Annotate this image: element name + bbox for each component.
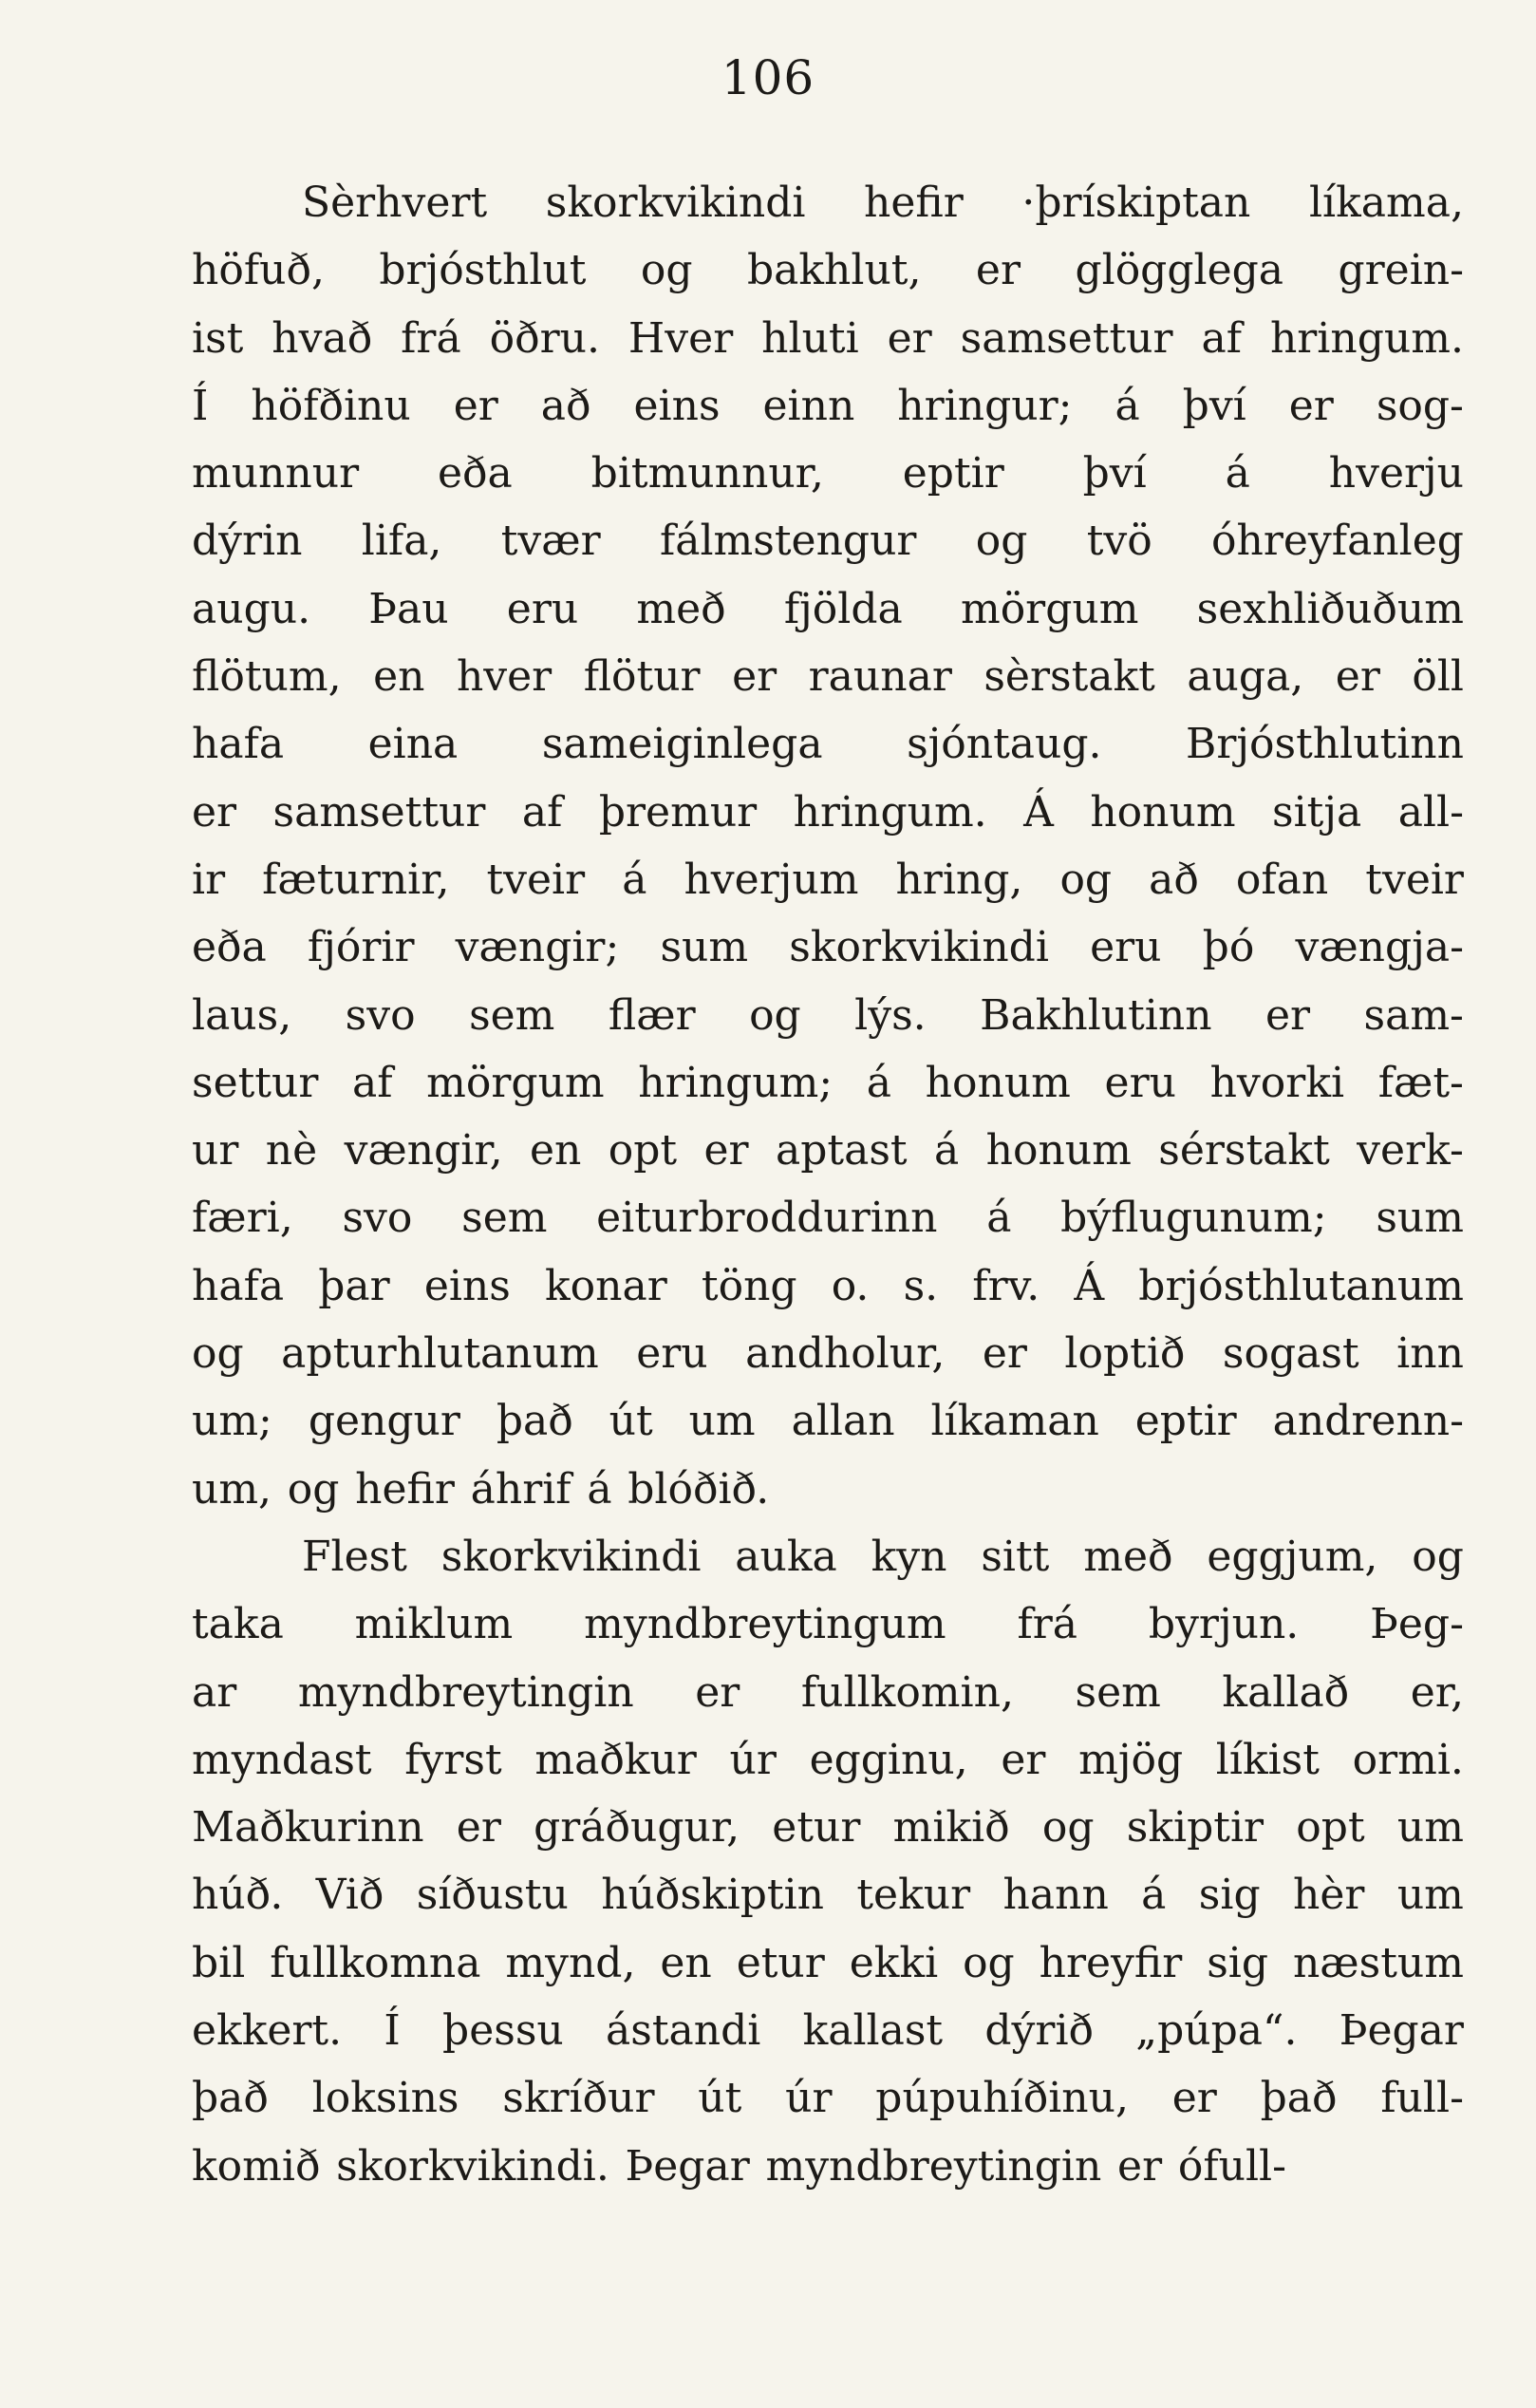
- text-line: myndast fyrst maðkur úr egginu, er mjög líkist ormi.: [192, 1735, 1464, 1784]
- text-line: færi, svo sem eiturbroddurinn á býflugunum; sum: [192, 1194, 1464, 1243]
- text-line: höfuð, brjósthlut og bakhlut, er glögglega grein-: [192, 246, 1464, 295]
- text-line: Í höfðinu er að eins einn hringur; á því er sog-: [192, 381, 1464, 430]
- text-line: um, og hefir áhrif á blóðið.: [192, 1464, 770, 1514]
- text-line: laus, svo sem flær og lýs. Bakhlutinn er sam-: [192, 990, 1464, 1040]
- text-line: dýrin lifa, tvær fálmstengur og tvö óhreyfanleg: [192, 517, 1464, 566]
- text-line: Sèrhvert skorkvikindi hefir ·þrískiptan líkama,: [302, 179, 1464, 227]
- text-line: það loksins skríður út úr púpuhíðinu, er það full-: [192, 2074, 1464, 2123]
- text-line: Maðkurinn er gráðugur, etur mikið og skiptir opt um: [192, 1803, 1464, 1853]
- text-line: settur af mörgum hringum; á honum eru hvorki fæt-: [192, 1058, 1464, 1107]
- paragraph: [192, 169, 1464, 1523]
- text-line: ir fæturnir, tveir á hverjum hring, og að ofan tveir: [192, 855, 1464, 904]
- page-number: 106: [721, 50, 815, 105]
- paragraph: [192, 1523, 1464, 2200]
- text-line: hafa þar eins konar töng o. s. frv. Á brjósthlutanum: [192, 1261, 1464, 1310]
- text-line: um; gengur það út um allan líkaman eptir andrenn-: [192, 1397, 1464, 1446]
- text-line: húð. Við síðustu húðskiptin tekur hann á sig hèr um: [192, 1871, 1464, 1920]
- text-line: bil fullkomna mynd, en etur ekki og hreyfir sig næstum: [192, 1938, 1464, 1987]
- text-line: augu. Þau eru með fjölda mörgum sexhliðuðum: [192, 584, 1464, 633]
- text-line: flötum, en hver flötur er raunar sèrstakt auga, er öll: [192, 652, 1464, 702]
- text-line: og apturhlutanum eru andholur, er loptið sogast inn: [192, 1329, 1464, 1379]
- text-line: komið skorkvikindi. Þegar myndbreytingin er ófull-: [192, 2141, 1286, 2191]
- text-line: ar myndbreytingin er fullkomin, sem kallað er,: [192, 1667, 1464, 1717]
- text-line: ist hvað frá öðru. Hver hluti er samsettur af hringum.: [192, 313, 1464, 363]
- text-line: ekkert. Í þessu ástandi kallast dýrið „púpa“. Þegar: [192, 2006, 1464, 2056]
- text-line: munnur eða bitmunnur, eptir því á hverju: [192, 449, 1464, 499]
- text-line: ur nè vængir, en opt er aptast á honum sérstakt verk-: [192, 1126, 1464, 1176]
- text-line: Flest skorkvikindi auka kyn sitt með eggjum, og: [302, 1532, 1464, 1581]
- text-line: er samsettur af þremur hringum. Á honum sitja all-: [192, 787, 1464, 837]
- text-line: taka miklum myndbreytingum frá byrjun. Þeg-: [192, 1600, 1464, 1649]
- text-line: hafa eina sameiginlega sjóntaug. Brjósthlutinn: [192, 720, 1464, 769]
- body-text: [192, 169, 1464, 2200]
- text-line: eða fjórir vængir; sum skorkvikindi eru þó vængja-: [192, 923, 1464, 972]
